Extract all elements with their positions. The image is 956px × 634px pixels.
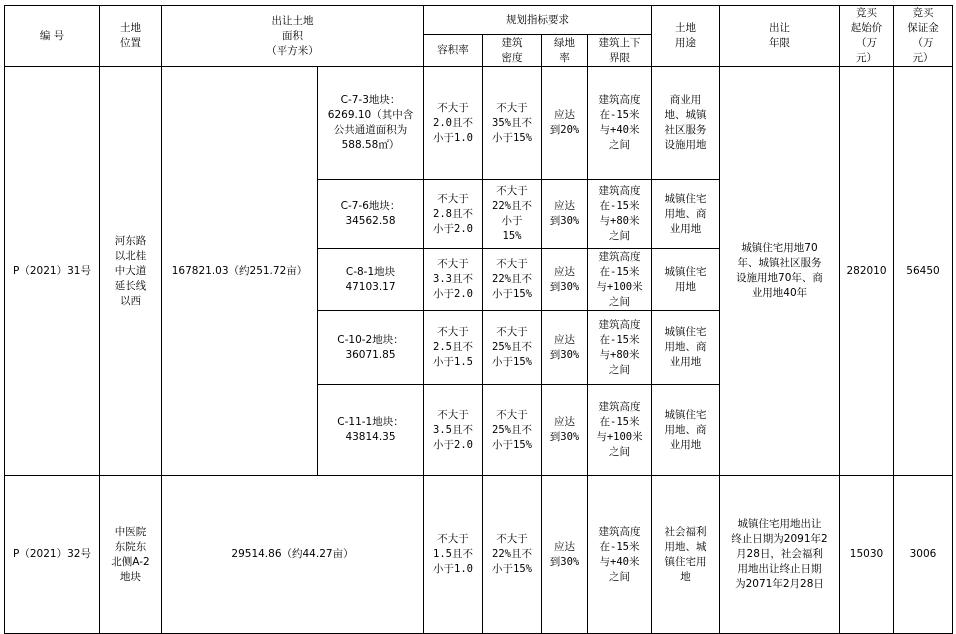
parcel-use: 社会福利 用地、城 镇住宅用 地: [652, 476, 720, 634]
header-id: 编 号: [5, 6, 100, 67]
sub-parcel-height: 建筑高度 在-15米 与+100米 之间: [588, 385, 652, 476]
header-height: 建筑上下 界限: [588, 35, 652, 67]
sub-parcel-height: 建筑高度 在-15米 与+80米 之间: [588, 311, 652, 385]
sub-parcel-far: 不大于 2.0且不 小于1.0: [424, 67, 483, 180]
header-deposit: 竞买 保证金 （万 元）: [894, 6, 953, 67]
sub-parcel-density: 不大于 25%且不 小于15%: [483, 385, 542, 476]
parcel-start-price: 15030: [840, 476, 894, 634]
header-row-1: [5, 6, 953, 35]
sub-parcel-use: 商业用 地、城镇 社区服务 设施用地: [652, 67, 720, 180]
parcel-term: 城镇住宅用地出让 终止日期为2091年2 月28日，社会福利 用地出让终止日期 为2071年2月28日: [720, 476, 840, 634]
header-green: 绿地 率: [542, 35, 588, 67]
sub-parcel-height: 建筑高度 在-15米 与+100米 之间: [588, 249, 652, 311]
header-far: 容积率: [424, 35, 483, 67]
sub-parcel-density: 不大于 22%且不 小于 15%: [483, 180, 542, 249]
parcel-term: 城镇住宅用地70 年、城镇社区服务 设施用地70年、商 业用地40年: [720, 67, 840, 476]
parcel-far: 不大于 1.5且不 小于1.0: [424, 476, 483, 634]
parcel-area: 29514.86（约44.27亩）: [162, 476, 424, 634]
header-planning: 规划指标要求: [424, 6, 652, 35]
parcel-area: 167821.03（约251.72亩）: [162, 67, 318, 476]
header-location: 土地 位置: [100, 6, 162, 67]
sub-parcel-density: 不大于 22%且不 小于15%: [483, 249, 542, 311]
table-row: [5, 476, 953, 634]
sub-parcel-name: C-7-3地块： 6269.10（其中含 公共通道面积为 588.58㎡）: [318, 67, 424, 180]
sub-parcel-name: C-8-1地块 47103.17: [318, 249, 424, 311]
sub-parcel-height: 建筑高度 在-15米 与+40米 之间: [588, 67, 652, 180]
parcel-start-price: 282010: [840, 67, 894, 476]
sub-parcel-green: 应达 到20%: [542, 67, 588, 180]
sub-parcel-height: 建筑高度 在-15米 与+80米 之间: [588, 180, 652, 249]
header-start-price: 竞买 起始价 （万 元）: [840, 6, 894, 67]
parcel-location: 中医院 东院东 北侧A-2 地块: [100, 476, 162, 634]
parcel-deposit: 3006: [894, 476, 953, 634]
header-use: 土地 用途: [652, 6, 720, 67]
sub-parcel-density: 不大于 35%且不 小于15%: [483, 67, 542, 180]
parcel-density: 不大于 22%且不 小于15%: [483, 476, 542, 634]
header-term: 出让 年限: [720, 6, 840, 67]
sub-parcel-name: C-7-6地块： 34562.58: [318, 180, 424, 249]
parcel-id: P（2021）32号: [5, 476, 100, 634]
sub-parcel-name: C-11-1地块： 43814.35: [318, 385, 424, 476]
parcel-deposit: 56450: [894, 67, 953, 476]
sub-parcel-far: 不大于 2.8且不 小于2.0: [424, 180, 483, 249]
sub-parcel-green: 应达 到30%: [542, 385, 588, 476]
header-area: 出让土地 面积 （平方米）: [162, 6, 424, 67]
sub-parcel-green: 应达 到30%: [542, 311, 588, 385]
parcel-height: 建筑高度 在-15米 与+40米 之间: [588, 476, 652, 634]
sub-parcel-green: 应达 到30%: [542, 180, 588, 249]
parcel-location: 河东路 以北桂 中大道 延长线 以西: [100, 67, 162, 476]
sub-parcel-use: 城镇住宅 用地、商 业用地: [652, 311, 720, 385]
parcel-green: 应达 到30%: [542, 476, 588, 634]
land-transfer-table: [4, 5, 953, 634]
header-density: 建筑 密度: [483, 35, 542, 67]
sub-parcel-use: 城镇住宅 用地、商 业用地: [652, 180, 720, 249]
parcel-id: P（2021）31号: [5, 67, 100, 476]
sub-parcel-density: 不大于 25%且不 小于15%: [483, 311, 542, 385]
sub-parcel-far: 不大于 3.5且不 小于2.0: [424, 385, 483, 476]
sub-parcel-green: 应达 到30%: [542, 249, 588, 311]
sub-parcel-use: 城镇住宅 用地、商 业用地: [652, 385, 720, 476]
table-row: [5, 67, 953, 180]
sub-parcel-name: C-10-2地块： 36071.85: [318, 311, 424, 385]
sub-parcel-far: 不大于 3.3且不 小于2.0: [424, 249, 483, 311]
sub-parcel-far: 不大于 2.5且不 小于1.5: [424, 311, 483, 385]
sub-parcel-use: 城镇住宅 用地: [652, 249, 720, 311]
